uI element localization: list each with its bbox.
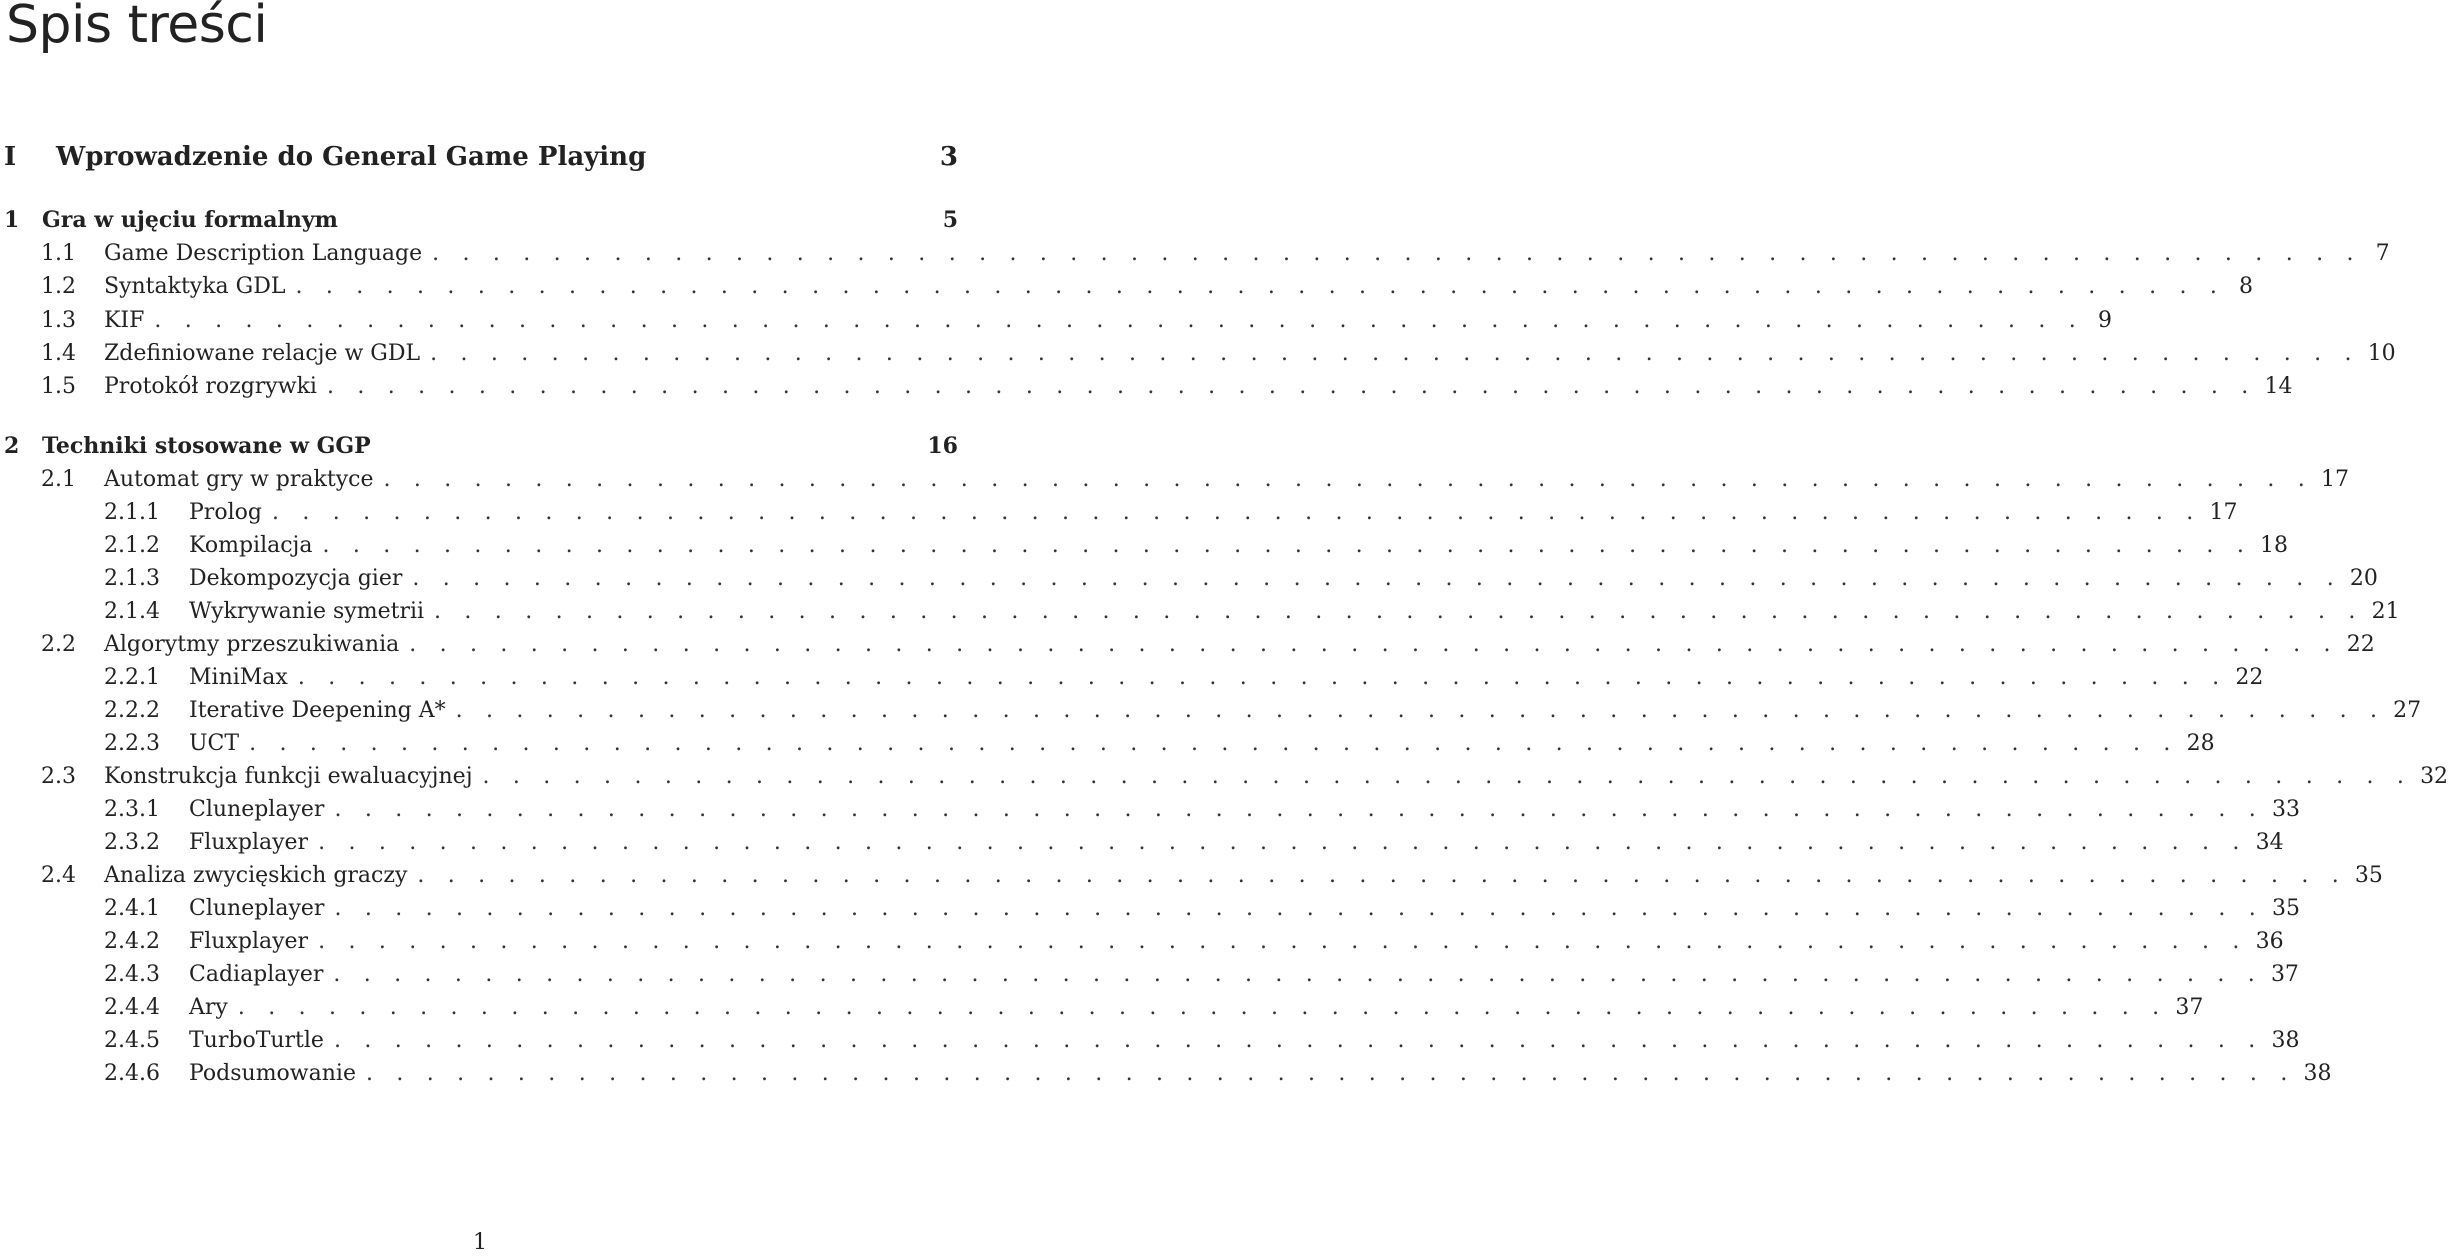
dot-leader: . . . . . . . . . . . . . . . . . . . . . . . . . . . . . . . . . . . . . . . . . . . . . . . . . . . . . . . . . . . . . . . . — [249, 731, 2179, 756]
dot-leader: . . . . . . . . . . . . . . . . . . . . . . . . . . . . . . . . . . . . . . . . . . . . . . . . . . . . . . . . . . . . . . . . — [333, 1028, 2264, 1053]
subsection-page: 36 — [2255, 929, 2284, 954]
subsection-title: Cluneplayer — [189, 797, 325, 822]
subsection-page: 38 — [2303, 1061, 2332, 1086]
subsection-page: 34 — [2255, 830, 2284, 855]
section-page: 7 — [2375, 241, 2390, 266]
toc-part-entry[interactable] — [0, 142, 958, 172]
part-number: I — [4, 142, 17, 172]
toc-section-entry[interactable] — [0, 274, 2254, 300]
subsection-title: UCT — [189, 731, 240, 756]
dot-leader: . . . . . . . . . . . . . . . . . . . . . . . . . . . . . . . . . . . . . . . . . . . . . . . . . . . . . . . . . . . . . . . . — [318, 830, 2248, 855]
page-title: Spis treści — [6, 0, 268, 55]
toc-subsection-entry[interactable] — [0, 566, 2378, 592]
subsection-page: 20 — [2349, 566, 2378, 591]
section-page: 8 — [2239, 274, 2254, 299]
section-title: Automat gry w praktyce — [104, 467, 374, 492]
toc-section-entry[interactable] — [0, 341, 2396, 367]
toc-section-entry[interactable] — [0, 632, 2375, 658]
subsection-number: 2.3.2 — [104, 830, 160, 855]
subsection-page: 17 — [2209, 500, 2238, 525]
section-page: 22 — [2346, 632, 2375, 657]
subsection-page: 28 — [2186, 731, 2215, 756]
dot-leader: . . . . . . . . . . . . . . . . . . . . . . . . . . . . . . . . . . . . . . . . . . . . . . . . . . . . . . . . . . . . . . . . — [417, 863, 2347, 888]
subsection-title: Wykrywanie symetrii — [189, 599, 425, 624]
dot-leader: . . . . . . . . . . . . . . . . . . . . . . . . . . . . . . . . . . . . . . . . . . . . . . . . . . . . . . . . . . . . . . . . — [154, 308, 2084, 333]
section-title: Analiza zwycięskich graczy — [104, 863, 408, 888]
toc-subsection-entry[interactable] — [0, 1061, 2332, 1087]
subsection-number: 2.4.6 — [104, 1061, 160, 1086]
dot-leader: . . . . . . . . . . . . . . . . . . . . . . . . . . . . . . . . . . . . . . . . . . . . . . . . . . . . . . . . . . . . . . . . — [271, 500, 2202, 525]
subsection-page: 21 — [2371, 599, 2400, 624]
section-page: 35 — [2354, 863, 2383, 888]
section-title: Protokół rozgrywki — [104, 374, 317, 399]
toc-section-entry[interactable] — [0, 764, 2448, 790]
dot-leader: . . . . . . . . . . . . . . . . . . . . . . . . . . . . . . . . . . . . . . . . . . . . . . . . . . . . . . . . . . . . . . . . — [318, 929, 2248, 954]
dot-leader: . . . . . . . . . . . . . . . . . . . . . . . . . . . . . . . . . . . . . . . . . . . . . . . . . . . . . . . . . . . . . . . . — [455, 698, 2386, 723]
toc-subsection-entry[interactable] — [0, 929, 2284, 955]
section-title: Konstrukcja funkcji ewaluacyjnej — [104, 764, 473, 789]
toc-subsection-entry[interactable] — [0, 533, 2289, 559]
toc-subsection-entry[interactable] — [0, 995, 2204, 1021]
dot-leader: . . . . . . . . . . . . . . . . . . . . . . . . . . . . . . . . . . . . . . . . . . . . . . . . . . . . . . . . . . . . . . . . — [482, 764, 2413, 789]
dot-leader: . . . . . . . . . . . . . . . . . . . . . . . . . . . . . . . . . . . . . . . . . . . . . . . . . . . . . . . . . . . . . . . . — [326, 374, 2257, 399]
subsection-title: Iterative Deepening A* — [189, 698, 446, 723]
subsection-title: Cluneplayer — [189, 896, 325, 921]
subsection-number: 2.4.5 — [104, 1028, 160, 1053]
part-title: Wprowadzenie do General Game Playing — [56, 142, 647, 172]
section-number: 2.4 — [41, 863, 76, 888]
subsection-page: 35 — [2271, 896, 2300, 921]
section-page: 9 — [2097, 308, 2112, 333]
chapter-page: 5 — [942, 207, 958, 233]
subsection-number: 2.3.1 — [104, 797, 160, 822]
toc-subsection-entry[interactable] — [0, 731, 2215, 757]
dot-leader: . . . . . . . . . . . . . . . . . . . . . . . . . . . . . . . . . . . . . . . . . . . . . . . . . . . . . . . . . . . . . . . . — [432, 241, 2362, 266]
chapter-number: 1 — [4, 207, 20, 233]
toc-subsection-entry[interactable] — [0, 962, 2299, 988]
dot-leader: . . . . . . . . . . . . . . . . . . . . . . . . . . . . . . . . . . . . . . . . . . . . . . . . . . . . . . . . . . . . . . . . — [237, 995, 2168, 1020]
toc-subsection-entry[interactable] — [0, 500, 2238, 526]
chapter-title: Gra w ujęciu formalnym — [42, 207, 338, 233]
section-page: 10 — [2367, 341, 2396, 366]
section-title: Syntaktyka GDL — [104, 274, 286, 299]
subsection-number: 2.4.1 — [104, 896, 160, 921]
subsection-page: 27 — [2393, 698, 2422, 723]
dot-leader: . . . . . . . . . . . . . . . . . . . . . . . . . . . . . . . . . . . . . . . . . . . . . . . . . . . . . . . . . . . . . . . . — [334, 797, 2264, 822]
dot-leader: . . . . . . . . . . . . . . . . . . . . . . . . . . . . . . . . . . . . . . . . . . . . . . . . . . . . . . . . . . . . . . . . — [383, 467, 2314, 492]
toc-section-entry[interactable] — [0, 374, 2293, 400]
toc-section-entry[interactable] — [0, 467, 2350, 493]
toc-subsection-entry[interactable] — [0, 665, 2264, 691]
dot-leader: . . . . . . . . . . . . . . . . . . . . . . . . . . . . . . . . . . . . . . . . . . . . . . . . . . . . . . . . . . . . . . . . — [434, 599, 2364, 624]
section-number: 2.1 — [41, 467, 76, 492]
toc-subsection-entry[interactable] — [0, 698, 2422, 724]
section-number: 1.2 — [41, 274, 76, 299]
section-title: Zdefiniowane relacje w GDL — [104, 341, 421, 366]
subsection-number: 2.1.3 — [104, 566, 160, 591]
section-number: 2.3 — [41, 764, 76, 789]
subsection-page: 37 — [2270, 962, 2299, 987]
subsection-page: 18 — [2260, 533, 2289, 558]
toc-subsection-entry[interactable] — [0, 830, 2284, 856]
dot-leader: . . . . . . . . . . . . . . . . . . . . . . . . . . . . . . . . . . . . . . . . . . . . . . . . . . . . . . . . . . . . . . . . — [297, 665, 2228, 690]
part-page: 3 — [939, 142, 958, 172]
chapter-number: 2 — [4, 433, 20, 459]
toc-subsection-entry[interactable] — [0, 797, 2300, 823]
subsection-title: Podsumowanie — [189, 1061, 356, 1086]
dot-leader: . . . . . . . . . . . . . . . . . . . . . . . . . . . . . . . . . . . . . . . . . . . . . . . . . . . . . . . . . . . . . . . . — [412, 566, 2342, 591]
toc-subsection-entry[interactable] — [0, 599, 2400, 625]
subsection-title: Fluxplayer — [189, 830, 309, 855]
subsection-number: 2.1.1 — [104, 500, 160, 525]
toc-chapter-entry[interactable] — [0, 433, 958, 459]
subsection-number: 2.2.3 — [104, 731, 160, 756]
subsection-title: Ary — [189, 995, 228, 1020]
dot-leader: . . . . . . . . . . . . . . . . . . . . . . . . . . . . . . . . . . . . . . . . . . . . . . . . . . . . . . . . . . . . . . . . — [295, 274, 2226, 299]
subsection-page: 22 — [2235, 665, 2264, 690]
dot-leader: . . . . . . . . . . . . . . . . . . . . . . . . . . . . . . . . . . . . . . . . . . . . . . . . . . . . . . . . . . . . . . . . — [430, 341, 2360, 366]
toc-section-entry[interactable] — [0, 863, 2383, 889]
section-number: 1.1 — [41, 241, 76, 266]
subsection-number: 2.1.4 — [104, 599, 160, 624]
subsection-title: TurboTurtle — [189, 1028, 324, 1053]
subsection-number: 2.2.2 — [104, 698, 160, 723]
subsection-number: 2.4.4 — [104, 995, 160, 1020]
subsection-page: 37 — [2175, 995, 2204, 1020]
toc-subsection-entry[interactable] — [0, 1028, 2300, 1054]
toc-subsection-entry[interactable] — [0, 896, 2300, 922]
section-number: 1.5 — [41, 374, 76, 399]
section-title: Algorytmy przeszukiwania — [104, 632, 400, 657]
subsection-page: 38 — [2271, 1028, 2300, 1053]
chapter-title: Techniki stosowane w GGP — [42, 433, 371, 459]
section-title: KIF — [104, 308, 145, 333]
subsection-title: Prolog — [189, 500, 262, 525]
toc-chapter-entry[interactable] — [0, 207, 958, 233]
section-page: 17 — [2321, 467, 2350, 492]
page-number: 1 — [473, 1230, 487, 1255]
section-title: Game Description Language — [104, 241, 423, 266]
dot-leader: . . . . . . . . . . . . . . . . . . . . . . . . . . . . . . . . . . . . . . . . . . . . . . . . . . . . . . . . . . . . . . . . — [334, 896, 2264, 921]
dot-leader: . . . . . . . . . . . . . . . . . . . . . . . . . . . . . . . . . . . . . . . . . . . . . . . . . . . . . . . . . . . . . . . . — [365, 1061, 2296, 1086]
subsection-title: Cadiaplayer — [189, 962, 324, 987]
section-page: 32 — [2420, 764, 2448, 789]
subsection-title: Fluxplayer — [189, 929, 309, 954]
section-number: 1.4 — [41, 341, 76, 366]
dot-leader: . . . . . . . . . . . . . . . . . . . . . . . . . . . . . . . . . . . . . . . . . . . . . . . . . . . . . . . . . . . . . . . . — [322, 533, 2253, 558]
subsection-number: 2.2.1 — [104, 665, 160, 690]
toc-section-entry[interactable] — [0, 241, 2390, 267]
section-page: 14 — [2264, 374, 2293, 399]
chapter-page: 16 — [927, 433, 958, 459]
subsection-title: Kompilacja — [189, 533, 313, 558]
subsection-title: Dekompozycja gier — [189, 566, 403, 591]
toc-section-entry[interactable] — [0, 308, 2112, 334]
subsection-number: 2.4.3 — [104, 962, 160, 987]
section-number: 2.2 — [41, 632, 76, 657]
subsection-title: MiniMax — [189, 665, 288, 690]
dot-leader: . . . . . . . . . . . . . . . . . . . . . . . . . . . . . . . . . . . . . . . . . . . . . . . . . . . . . . . . . . . . . . . . — [409, 632, 2339, 657]
subsection-number: 2.4.2 — [104, 929, 160, 954]
subsection-page: 33 — [2271, 797, 2300, 822]
subsection-number: 2.1.2 — [104, 533, 160, 558]
dot-leader: . . . . . . . . . . . . . . . . . . . . . . . . . . . . . . . . . . . . . . . . . . . . . . . . . . . . . . . . . . . . . . . . — [333, 962, 2263, 987]
section-number: 1.3 — [41, 308, 76, 333]
